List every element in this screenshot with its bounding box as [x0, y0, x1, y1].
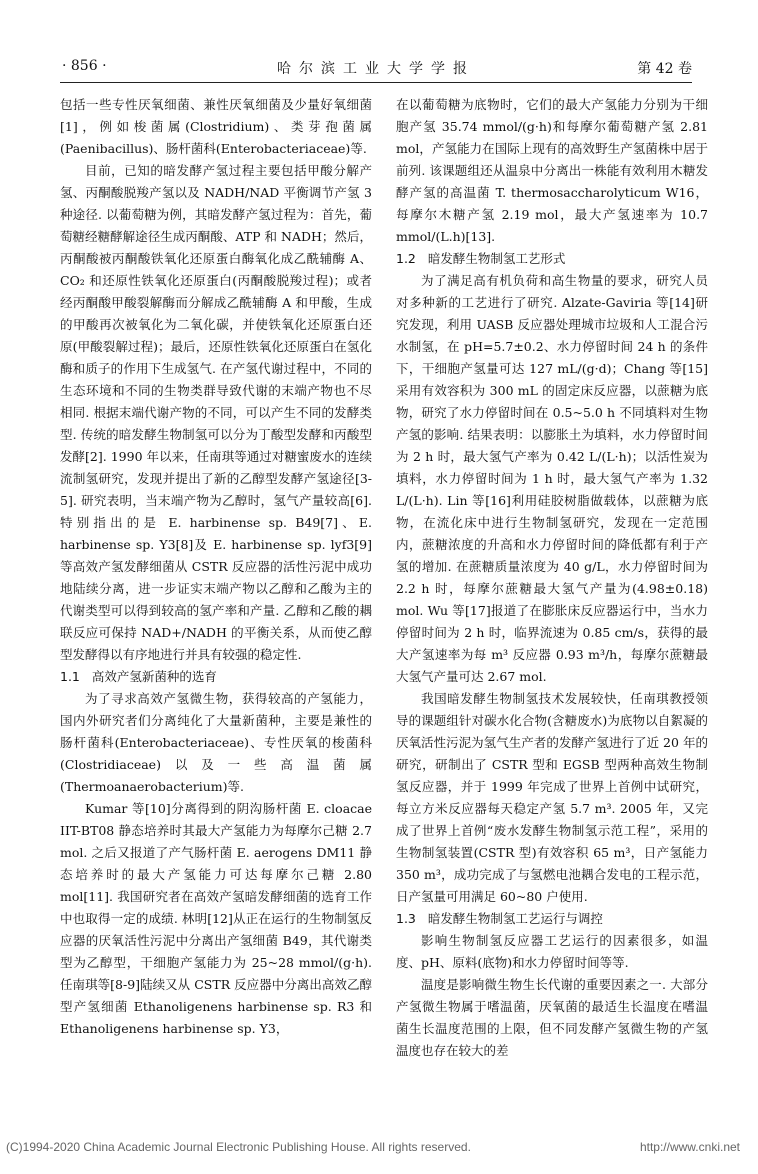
page-number: · 856 ·: [62, 58, 107, 74]
section-title: 暗发酵生物制氢工艺运行与调控: [427, 911, 603, 926]
body-paragraph: Kumar 等[10]分离得到的阴沟肠杆菌 E. cloacae IIT-BT08 静态培养时其最大产氢能力为每摩尔己糖 2.7 mol. 之后又报道了产气肠杆菌 E. aerogens DM11 静态培养时的最大产氢能力可达每摩尔己糖 2.80 mol[11]. 我国研究者在高效产氢暗发酵细菌的选育工作中也取得一定的成绩. 林明[12]从正在运行的生物制氢反应器的厌氧活性污泥中分离出产氢细菌 B49，其代谢类型为乙醇型，干细胞产氢能力为 25~28 mmol/(g·h). 任南琪等[8-9]陆续又从 CSTR 反应器中分离出高效乙醇型产氢细菌 Ethanoligenens harbinense sp. R3 和 Ethanoligenens harbinense sp. Y3，: [60, 801, 372, 1036]
section-heading: [396, 908, 708, 930]
left-column: [60, 94, 372, 1040]
body-paragraph: 我国暗发酵生物制氢技术发展较快，任南琪教授领导的课题组针对碳水化合物(含糖废水)为底物以自絮凝的厌氧活性污泥为氢气生产者的发酵产氢进行了近 20 年的研究，研制出了 CSTR 型和 EGSB 型两种高效生物制氢反应器，并于 1999 年完成了世界上首例中试研究，每立方米反应器每天稳定产氢 5.7 m³. 2005 年，又完成了世界上首例“废水发酵生物制氢示范工程”，采用的生物制氢装置(CSTR 型)有效容积 65 m³，日产氢能力 350 m³，成功完成了与氢燃电池耦合发电的工程示范，日产氢量可用满足 60~80 户使用.: [396, 691, 708, 904]
section-heading: [60, 666, 372, 688]
section-number: 1.1: [60, 669, 80, 684]
body-paragraph: 在以葡萄糖为底物时，它们的最大产氢能力分别为干细胞产氢 35.74 mmol/(g·h)和每摩尔葡萄糖产氢 2.81 mol，产氢能力在国际上现有的高效野生产氢菌株中居于前列. 该课题组还从温泉中分离出一株能有效利用木糖发酵产氢的高温菌 T. thermosaccharolyticum W16，每摩尔木糖产氢 2.19 mol，最大产氢速率为 10.7 mmol/(L.h)[13].: [396, 97, 708, 244]
body-paragraph: 目前，已知的暗发酵产氢过程主要包括甲酸分解产氢、丙酮酸脱羧产氢以及 NADH/NAD 平衡调节产氢 3 种途径. 以葡萄糖为例，其暗发酵产氢过程为：首先，葡萄糖经糖酵解途径生成丙酮酸、ATP 和 NADH；然后，丙酮酸被丙酮酸铁氧化还原蛋白酶氧化成乙酰辅酶 A、CO₂ 和还原性铁氧化还原蛋白(丙酮酸脱羧过程)；或者经丙酮酸甲酸裂解酶而分解成乙酰辅酶 A 和甲酸，生成的甲酸再次被氧化为二氧化碳，并使铁氧化还原蛋白还原(甲酸裂解过程)；最后，还原性铁氧化还原蛋白在氢化酶和质子的作用下生成氢气. 在产氢代谢过程中，不同的生态环境和不同的生物类群导致代谢的末端产物也不尽相同. 根据末端代谢产物的不同，可以产生不同的发酵类型. 传统的暗发酵生物制氢可以分为丁酸型发酵和丙酸型发酵[2]. 1990 年以来，任南琪等通过对糖蜜废水的连续流制氢研究，发现并提出了新的乙醇型发酵产氢途径[3-5]. 研究表明，当末端产物为乙醇时，氢气产量较高[6]. 特别指出的是 E. harbinense sp. B49[7]、E. harbinense sp. Y3[8]及 E. harbinense sp. lyf3[9]等高效产氢发酵细菌从 CSTR 反应器的活性污泥中成功地陆续分离，进一步证实末端产物以乙醇和乙酸为主的代谢类型可以得到较高的氢产率和产量. 乙醇和乙酸的耦联反应可保持 NAD+/NADH 的平衡关系，从而使乙醇型发酵得以有序地进行并具有较强的稳定性.: [60, 163, 372, 662]
volume-label: 第 42 卷: [637, 61, 692, 77]
page-footer: [0, 1140, 758, 1160]
body-paragraph: 温度是影响微生物生长代谢的重要因素之一. 大部分产氢微生物属于嗜温菌，厌氧菌的最适生长温度在嗜温菌生长温度范围的上限，但不同发酵产氢微生物的产氢温度也存在较大的差: [396, 977, 708, 1058]
body-paragraph: 包括一些专性厌氧细菌、兼性厌氧细菌及少量好氧细菌[1]，例如梭菌属(Clostridium)、类芽孢菌属(Paenibacillus)、肠杆菌科(Enterobacteriaceae)等.: [60, 97, 372, 156]
body-paragraph: 为了满足高有机负荷和高生物量的要求，研究人员对多种新的工艺进行了研究. Alzate-Gaviria 等[14]研究发现，利用 UASB 反应器处理城市垃圾和人工混合污水制氢，在 pH=5.7±0.2、水力停留时间 24 h 的条件下，干细胞产氢量可达 127 mL/(g·d)；Chang 等[15]采用有效容积为 300 mL 的固定床反应器，以蔗糖为底物，研究了水力停留时间在 0.5~5.0 h 不同填料对生物产氢的影响. 结果表明：以膨胀土为填料，水力停留时间为 2 h 时，最大氢气产率为 0.42 L/(L·h)；以活性炭为填料，水力停留时间为 1 h 时，最大氢气产率为 1.32 L/(L·h). Lin 等[16]利用硅胶树脂做载体，以蔗糖为底物，在流化床中进行生物制氢研究，发现在一定范围内，蔗糖浓度的升高和水力停留时间的降低都有利于产氢的增加. 在蔗糖质量浓度为 40 g/L，水力停留时间为 2.2 h 时，每摩尔蔗糖最大氢气产量为(4.98±0.18) mol. Wu 等[17]报道了在膨胀床反应器运行中，当水力停留时间为 2 h 时，临界流速为 0.85 cm/s，获得的最大产氢速率为每 m³ 反应器 0.93 m³/h，每摩尔蔗糖最大氢气产量可达 2.67 mol.: [396, 273, 708, 684]
right-column: [396, 94, 708, 1062]
journal-title: 哈尔滨工业大学学报: [277, 61, 475, 77]
body-paragraph: 为了寻求高效产氢微生物，获得较高的产氢能力，国内外研究者们分离纯化了大量新菌种，主要是兼性的肠杆菌科(Enterobacteriaceae)、专性厌氧的梭菌科(Clostridiaceae)以及一些高温菌属(Thermoanaerobacterium)等.: [60, 691, 372, 794]
section-title: 高效产氢新菌种的选育: [91, 669, 217, 684]
section-number: 1.2: [396, 251, 416, 266]
section-title: 暗发酵生物制氢工艺形式: [427, 251, 566, 266]
section-number: 1.3: [396, 911, 416, 926]
section-heading: [396, 248, 708, 270]
copyright-notice: (C)1994-2020 China Academic Journal Electronic Publishing House. All rights reserved.: [6, 1140, 471, 1154]
running-header: [60, 56, 692, 80]
footer-url[interactable]: http://www.cnki.net: [639, 1140, 740, 1154]
body-paragraph: 影响生物制氢反应器工艺运行的因素很多，如温度、pH、原料(底物)和水力停留时间等等.: [396, 933, 708, 970]
header-rule: [60, 82, 692, 83]
